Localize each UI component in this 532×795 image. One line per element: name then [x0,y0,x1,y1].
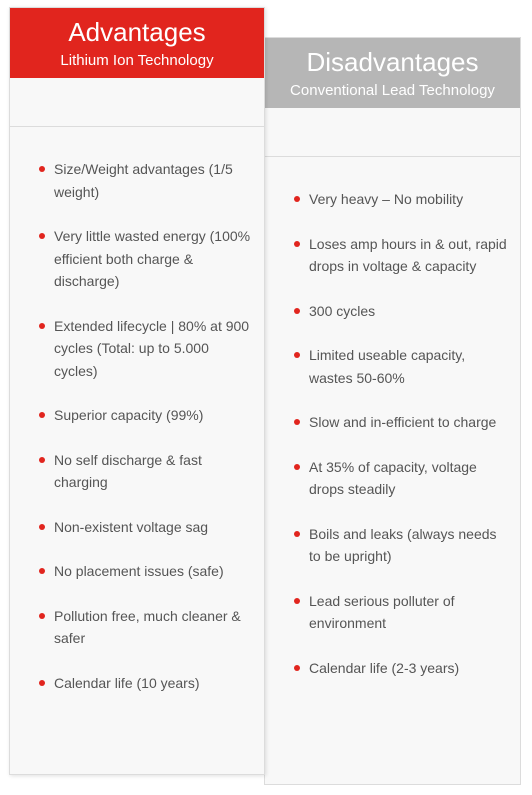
advantages-list [10,158,264,716]
list-item-text: Non-existent voltage sag [54,518,209,535]
list-item [265,590,520,635]
advantages-title: Advantages [68,17,206,47]
bullet-dot-icon [294,196,300,202]
disadvantages-list [265,188,520,701]
list-item [10,605,264,650]
advantages-header [10,8,264,78]
list-item-text: Loses amp hours in & out, rapid drops in voltage & capacity [309,235,507,274]
list-item-text: 300 cycles [309,302,376,319]
list-item [265,456,520,501]
list-item-text: Calendar life (2-3 years) [309,659,460,676]
disadvantages-header [265,38,520,108]
bullet-dot-icon [294,598,300,604]
disadvantages-subtitle: Conventional Lead Technology [290,82,495,99]
bullet-dot-icon [294,464,300,470]
list-item-text: Lead serious polluter of environment [309,592,455,631]
list-item [10,158,264,203]
list-item [265,233,520,278]
list-item-text: At 35% of capacity, voltage drops steadily [309,458,477,497]
list-item [10,560,264,583]
list-item-text: Very heavy – No mobility [309,191,464,207]
disadvantages-panel [264,37,521,785]
list-item [265,523,520,568]
advantages-panel [9,7,265,775]
bullet-dot-icon [294,531,300,537]
list-item-text: No placement issues (safe) [54,563,224,579]
bullet-dot-icon [39,166,45,172]
list-item-text: Size/Weight advantages (1/5 weight) [54,161,233,200]
list-item [10,449,264,494]
bullet-dot-icon [294,352,300,358]
list-item-text: Pollution free, much cleaner & safer [54,607,241,646]
bullet-dot-icon [39,323,45,329]
bullet-dot-icon [294,665,300,671]
list-item [10,516,264,539]
list-item [265,344,520,389]
bullet-dot-icon [39,524,45,530]
list-item [265,300,520,323]
disadvantages-spacer [265,108,520,157]
list-item-text: Very little wasted energy (100% efficient both charge & discharge) [54,228,251,289]
list-item-text: Calendar life (10 years) [54,674,200,691]
bullet-dot-icon [39,412,45,418]
list-item-text: Slow and in-efficient to charge [309,414,497,430]
list-item-text: Superior capacity (99%) [54,407,204,423]
list-item [10,404,264,427]
list-item [265,188,520,211]
bullet-dot-icon [294,419,300,425]
list-item-text: Boils and leaks (always needs to be upright) [309,525,497,564]
list-item [10,225,264,293]
bullet-dot-icon [39,613,45,619]
list-item-text: No self discharge & fast charging [54,451,202,490]
disadvantages-title: Disadvantages [306,47,479,77]
advantages-subtitle: Lithium Ion Technology [60,52,214,69]
bullet-dot-icon [294,308,300,314]
bullet-dot-icon [39,568,45,574]
list-item-text: Extended lifecycle | 80% at 900 cycles (Total: up to 5.000 cycles) [54,317,250,379]
list-item [265,657,520,680]
advantages-spacer [10,78,264,127]
list-item [10,672,264,695]
bullet-dot-icon [39,680,45,686]
bullet-dot-icon [294,241,300,247]
bullet-dot-icon [39,457,45,463]
list-item [10,315,264,383]
bullet-dot-icon [39,233,45,239]
list-item [265,411,520,434]
list-item-text: Limited useable capacity, wastes 50-60% [309,347,466,386]
